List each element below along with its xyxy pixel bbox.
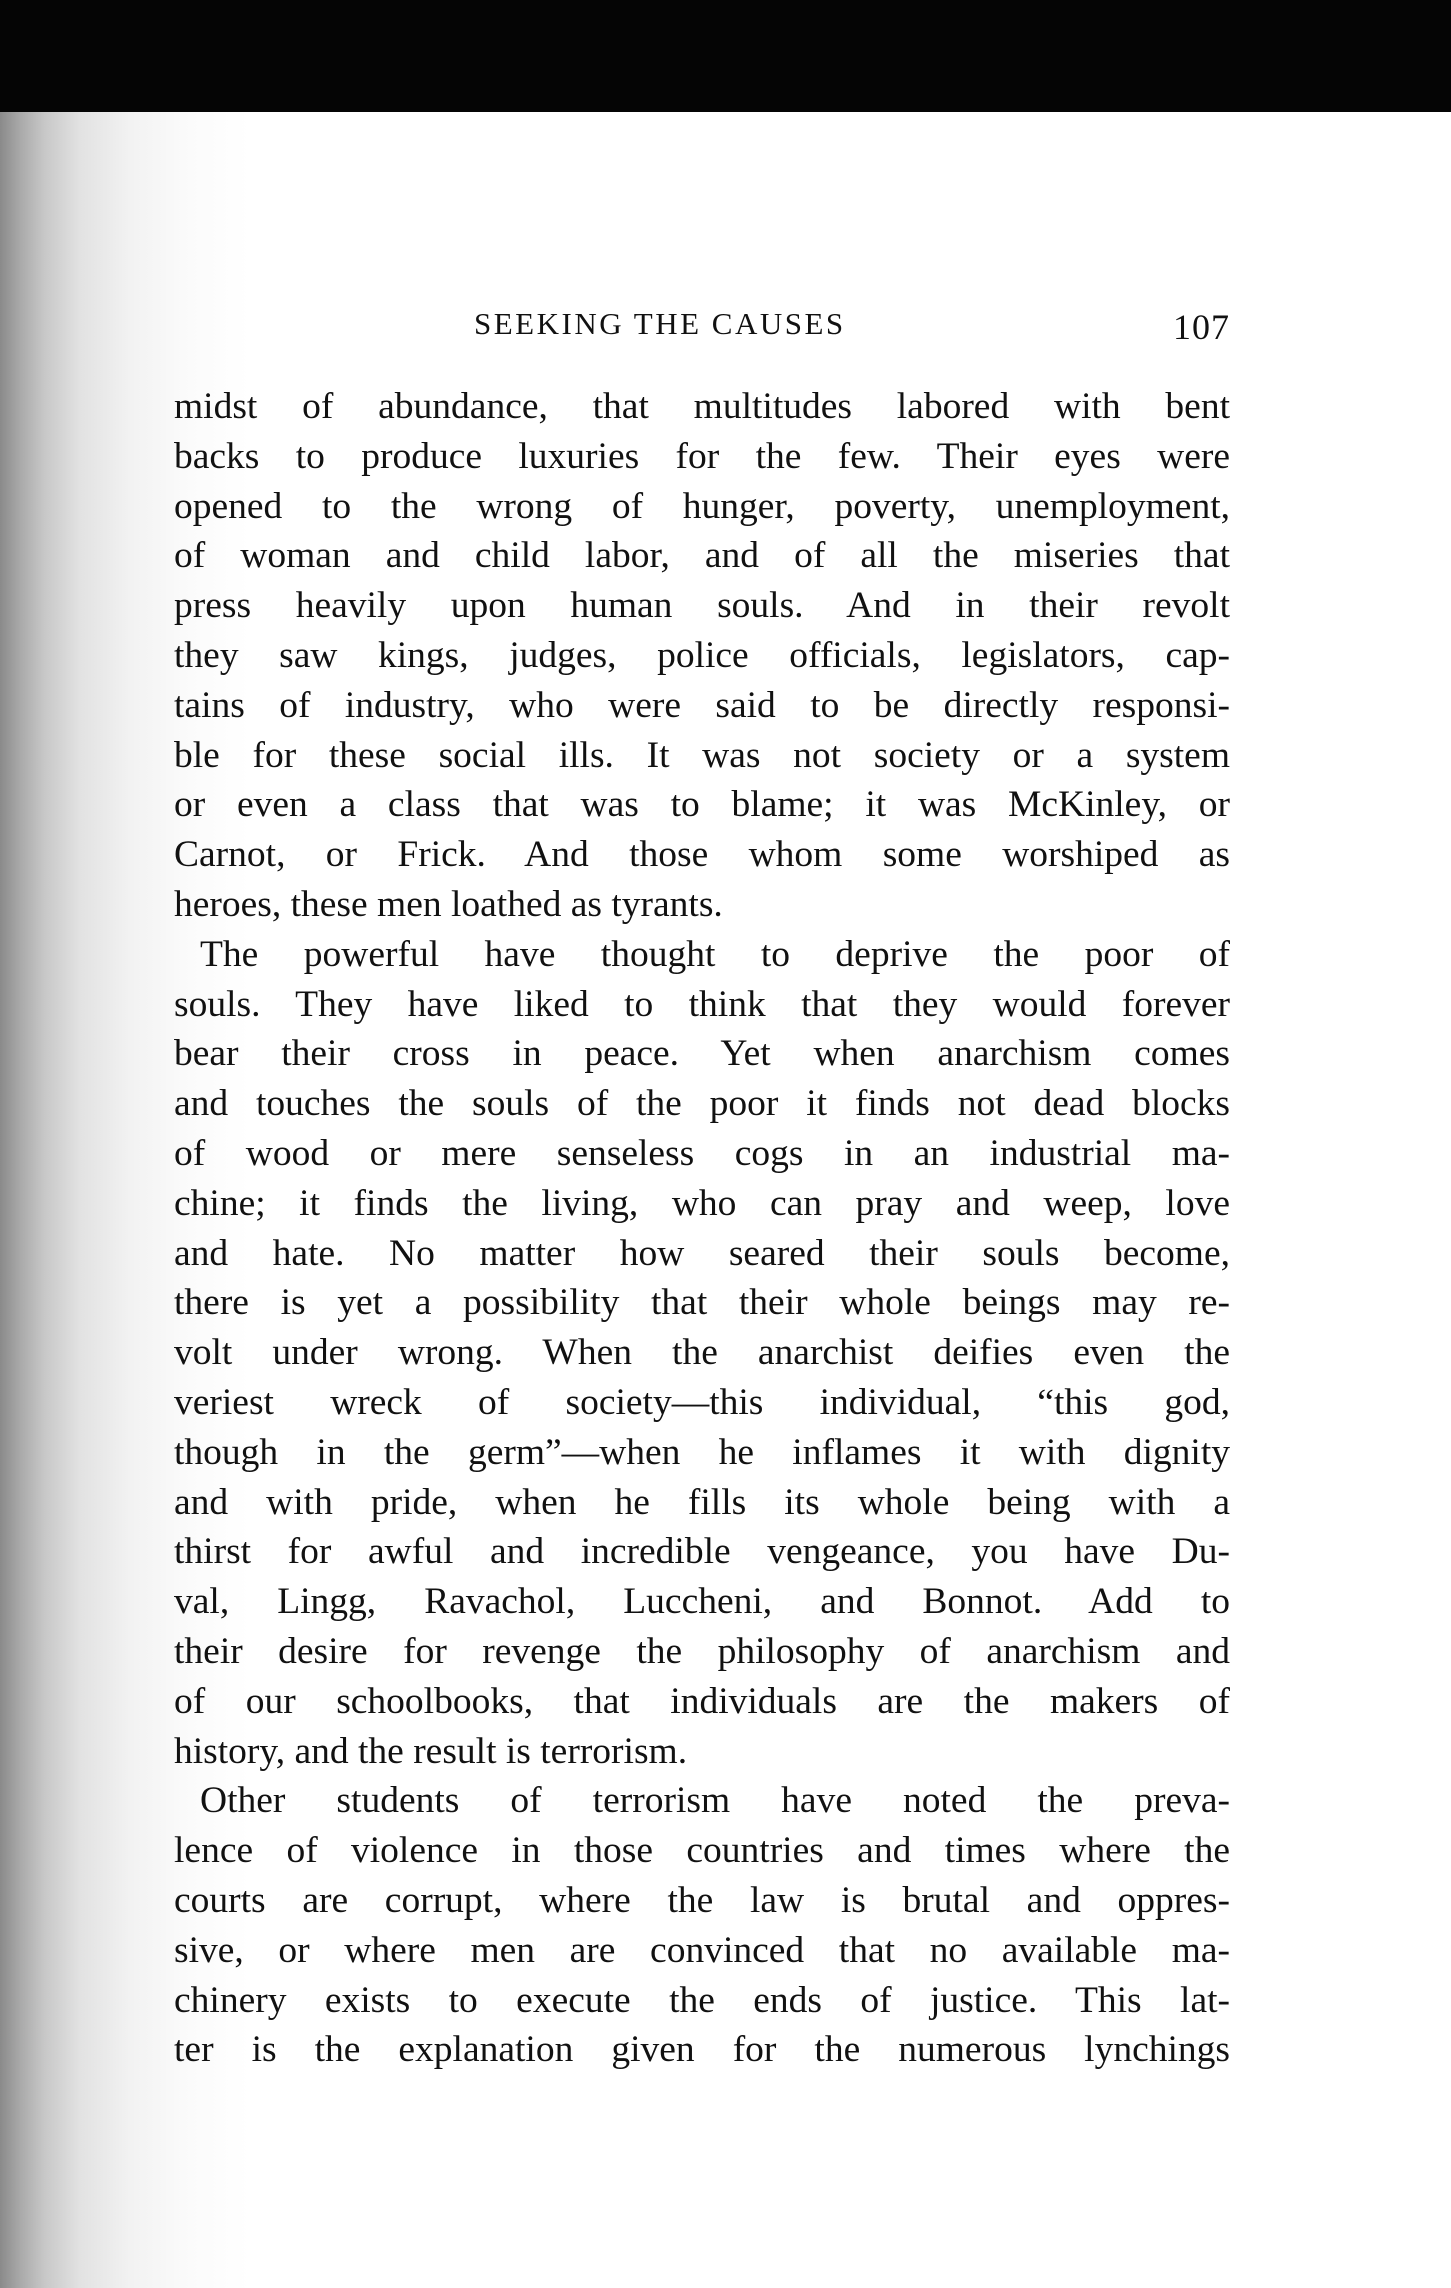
text-line: lence of violence in those countries and times where the <box>174 1830 1230 1872</box>
text-line: ble for these social ills. It was not society or a system <box>174 734 1230 776</box>
text-line: of woman and child labor, and of all the miseries that <box>174 535 1230 577</box>
page-number: 107 <box>1173 307 1230 347</box>
text-line: sive, or where men are convinced that no available ma- <box>174 1929 1230 1971</box>
text-line: veriest wreck of society—this individual, “this god, <box>174 1381 1230 1423</box>
text-line: volt under wrong. When the anarchist deifies even the <box>174 1332 1230 1374</box>
text-line: press heavily upon human souls. And in their revolt <box>174 585 1230 627</box>
text-line: and touches the souls of the poor it finds not dead blocks <box>174 1083 1230 1125</box>
chapter-title: SEEKING THE CAUSES <box>474 306 846 341</box>
text-line: their desire for revenge the philosophy of anarchism and <box>174 1630 1230 1672</box>
text-line: or even a class that was to blame; it was McKinley, or <box>174 784 1230 826</box>
text-line: backs to produce luxuries for the few. Their eyes were <box>174 435 1230 477</box>
text-line: Carnot, or Frick. And those whom some worshiped as <box>174 834 1230 876</box>
text-line: midst of abundance, that multitudes labored with bent <box>174 386 1230 427</box>
text-line: ter is the explanation given for the numerous lynchings <box>174 2029 1230 2071</box>
text-line: though in the germ”—when he inflames it with dignity <box>174 1431 1230 1473</box>
text-line: Other students of terrorism have noted the preva- <box>200 1780 1230 1822</box>
body-text <box>174 382 1230 2075</box>
text-line: and with pride, when he fills its whole being with a <box>174 1481 1230 1523</box>
text-line: they saw kings, judges, police officials, legislators, cap- <box>174 634 1230 676</box>
text-line: val, Lingg, Ravachol, Luccheni, and Bonnot. Add to <box>174 1581 1230 1623</box>
scan-dark-border <box>0 0 1451 112</box>
text-line: souls. They have liked to think that they would forever <box>174 983 1230 1025</box>
text-line: and hate. No matter how seared their souls become, <box>174 1232 1230 1274</box>
text-line: courts are corrupt, where the law is brutal and oppres- <box>174 1879 1230 1921</box>
text-line: there is yet a possibility that their whole beings may re- <box>174 1282 1230 1324</box>
text-line: of wood or mere senseless cogs in an industrial ma- <box>174 1132 1230 1174</box>
text-line: opened to the wrong of hunger, poverty, unemployment, <box>174 485 1230 527</box>
text-line: of our schoolbooks, that individuals are the makers of <box>174 1680 1230 1722</box>
text-line: bear their cross in peace. Yet when anarchism comes <box>174 1033 1230 1075</box>
text-line: tains of industry, who were said to be directly responsi- <box>174 684 1230 726</box>
text-line: The powerful have thought to deprive the poor of <box>200 933 1230 975</box>
text-line: thirst for awful and incredible vengeance, you have Du- <box>174 1531 1230 1573</box>
text-line: history, and the result is terrorism. <box>174 1730 688 1772</box>
text-line: chine; it finds the living, who can pray and weep, love <box>174 1182 1230 1224</box>
text-line: chinery exists to execute the ends of justice. This lat- <box>174 1979 1230 2021</box>
running-head <box>174 306 1230 356</box>
text-line: heroes, these men loathed as tyrants. <box>174 883 723 925</box>
